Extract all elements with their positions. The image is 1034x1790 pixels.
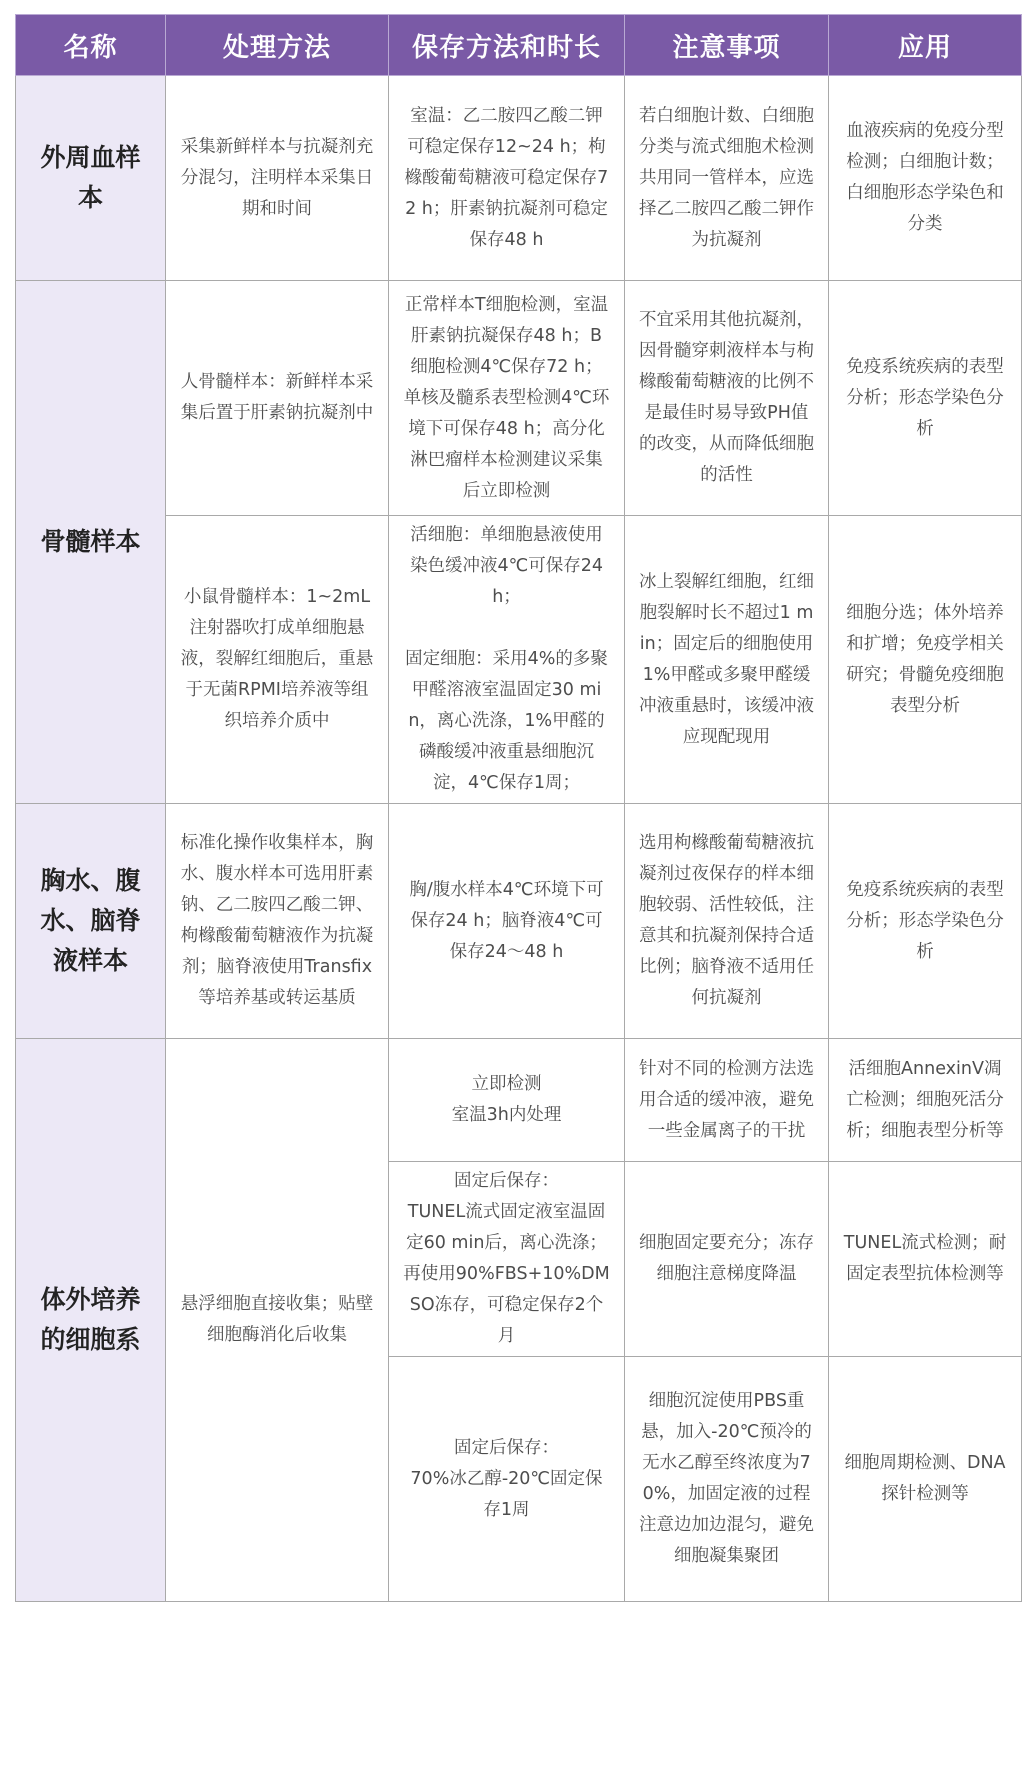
header-row xyxy=(16,15,1022,76)
notes-cell: 针对不同的检测方法选用合适的缓冲液，避免一些金属离子的干扰 xyxy=(625,1039,829,1162)
application-cell: 活细胞AnnexinV凋亡检测；细胞死活分析；细胞表型分析等 xyxy=(829,1039,1022,1162)
method-cell: 标准化操作收集样本，胸水、腹水样本可选用肝素钠、乙二胺四乙酸二钾、枸橼酸葡萄糖液作为抗凝剂；脑脊液使用Transfix等培养基或转运基质 xyxy=(166,804,389,1039)
application-cell: 免疫系统疾病的表型分析；形态学染色分析 xyxy=(829,281,1022,516)
application-cell: 血液疾病的免疫分型检测；白细胞计数；白细胞形态学染色和分类 xyxy=(829,76,1022,281)
sample-name-cell: 外周血样本 xyxy=(16,76,166,281)
notes-cell: 细胞沉淀使用PBS重悬，加入-20℃预冷的无水乙醇至终浓度为70%，加固定液的过程注意边加边混匀，避免细胞凝集聚团 xyxy=(625,1357,829,1602)
method-cell: 人骨髓样本：新鲜样本采集后置于肝素钠抗凝剂中 xyxy=(166,281,389,516)
storage-cell: 固定后保存： 70%冰乙醇-20℃固定保存1周 xyxy=(389,1357,625,1602)
sample-name-cell: 胸水、腹水、脑脊液样本 xyxy=(16,804,166,1039)
sample-name-cell: 体外培养的细胞系 xyxy=(16,1039,166,1602)
storage-fixed-cells: 固定细胞：采用4%的多聚甲醛溶液室温固定30 min，离心洗涤，1%甲醛的磷酸缓冲液重悬细胞沉淀，4℃保存1周； xyxy=(405,649,608,793)
table-row xyxy=(16,804,1022,1039)
notes-cell: 细胞固定要充分；冻存细胞注意梯度降温 xyxy=(625,1162,829,1357)
application-cell: TUNEL流式检测；耐固定表型抗体检测等 xyxy=(829,1162,1022,1357)
storage-cell xyxy=(389,516,625,804)
storage-cell: 胸/腹水样本4℃环境下可保存24 h；脑脊液4℃可保存24～48 h xyxy=(389,804,625,1039)
storage-cell: 室温：乙二胺四乙酸二钾可稳定保存12~24 h；枸橼酸葡萄糖液可稳定保存72 h；肝素钠抗凝剂可稳定保存48 h xyxy=(389,76,625,281)
storage-cell: 立即检测 室温3h内处理 xyxy=(389,1039,625,1162)
notes-cell: 若白细胞计数、白细胞分类与流式细胞术检测共用同一管样本，应选择乙二胺四乙酸二钾作为抗凝剂 xyxy=(625,76,829,281)
method-cell: 小鼠骨髓样本：1~2mL注射器吹打成单细胞悬液，裂解红细胞后，重悬于无菌RPMI培养液等组织培养介质中 xyxy=(166,516,389,804)
method-cell: 采集新鲜样本与抗凝剂充分混匀，注明样本采集日期和时间 xyxy=(166,76,389,281)
method-cell: 悬浮细胞直接收集；贴壁细胞酶消化后收集 xyxy=(166,1039,389,1602)
table-row xyxy=(16,76,1022,281)
application-cell: 细胞分选；体外培养和扩增；免疫学相关研究；骨髓免疫细胞表型分析 xyxy=(829,516,1022,804)
table-row xyxy=(16,281,1022,516)
table-row xyxy=(16,516,1022,804)
sample-name-cell: 骨髓样本 xyxy=(16,281,166,804)
header-storage: 保存方法和时长 xyxy=(389,15,625,76)
storage-cell: 正常样本T细胞检测，室温肝素钠抗凝保存48 h；B细胞检测4℃保存72 h；单核及髓系表型检测4℃环境下可保存48 h；高分化淋巴瘤样本检测建议采集后立即检测 xyxy=(389,281,625,516)
header-application: 应用 xyxy=(829,15,1022,76)
application-cell: 细胞周期检测、DNA探针检测等 xyxy=(829,1357,1022,1602)
notes-cell: 冰上裂解红细胞，红细胞裂解时长不超过1 min；固定后的细胞使用1%甲醛或多聚甲醛缓冲液重悬时，该缓冲液应现配现用 xyxy=(625,516,829,804)
sample-handling-table xyxy=(15,14,1022,1602)
notes-cell: 选用枸橼酸葡萄糖液抗凝剂过夜保存的样本细胞较弱、活性较低，注意其和抗凝剂保持合适比例；脑脊液不适用任何抗凝剂 xyxy=(625,804,829,1039)
header-name: 名称 xyxy=(16,15,166,76)
notes-cell: 不宜采用其他抗凝剂，因骨髓穿刺液样本与枸橼酸葡萄糖液的比例不是最佳时易导致PH值的改变，从而降低细胞的活性 xyxy=(625,281,829,516)
table-row xyxy=(16,1039,1022,1162)
header-notes: 注意事项 xyxy=(625,15,829,76)
application-cell: 免疫系统疾病的表型分析；形态学染色分析 xyxy=(829,804,1022,1039)
header-method: 处理方法 xyxy=(166,15,389,76)
storage-live-cells: 活细胞：单细胞悬液使用染色缓冲液4℃可保存24 h； xyxy=(409,525,604,607)
storage-cell: 固定后保存： TUNEL流式固定液室温固定60 min后，离心洗涤；再使用90%FBS+10%DMSO冻存，可稳定保存2个月 xyxy=(389,1162,625,1357)
paragraph-gap xyxy=(403,613,610,644)
